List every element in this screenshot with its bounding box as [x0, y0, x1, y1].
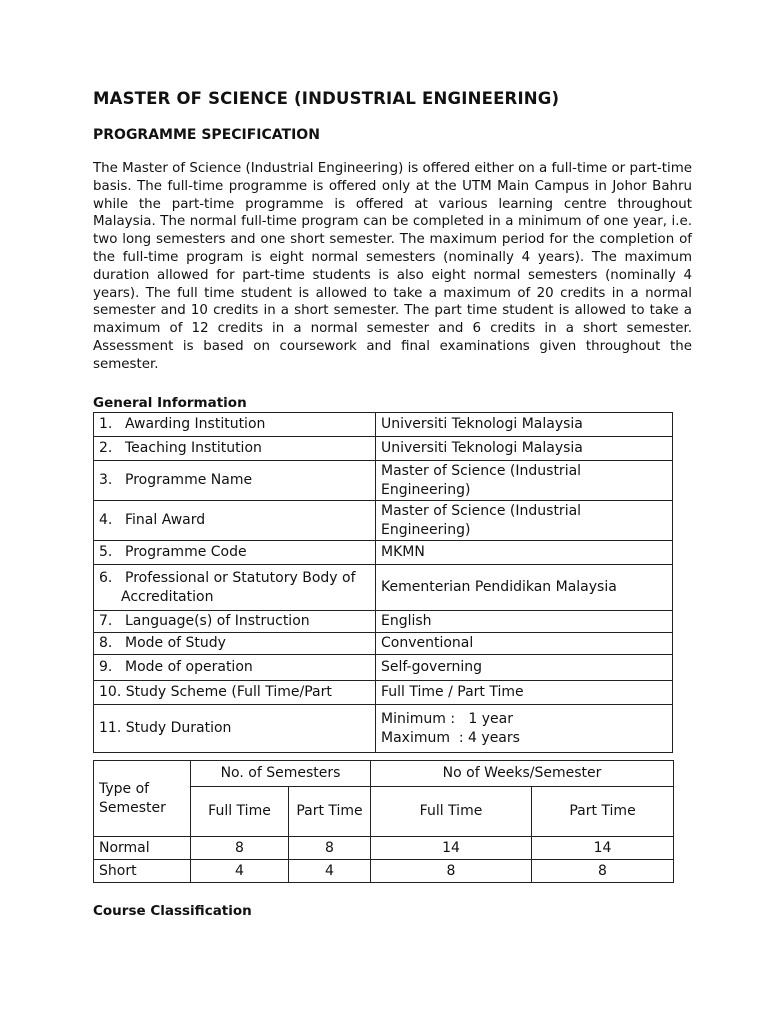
- cell: 8: [289, 837, 371, 860]
- info-value: MKMN: [376, 541, 673, 565]
- cell: 8: [371, 860, 532, 883]
- page-title: MASTER OF SCIENCE (INDUSTRIAL ENGINEERING): [93, 89, 560, 108]
- cell: 8: [532, 860, 674, 883]
- table-row: [94, 633, 673, 655]
- cell: 4: [289, 860, 371, 883]
- part-time-header: Part Time: [532, 787, 674, 837]
- info-value: English: [376, 611, 673, 633]
- no-of-weeks-header: No of Weeks/Semester: [371, 761, 674, 787]
- full-time-header: Full Time: [191, 787, 289, 837]
- table-row: [94, 705, 673, 753]
- info-label: 3. Programme Name: [94, 461, 376, 501]
- table-row: [94, 611, 673, 633]
- info-value: Minimum : 1 year Maximum : 4 years: [376, 705, 673, 753]
- no-of-semesters-header: No. of Semesters: [191, 761, 371, 787]
- cell: 4: [191, 860, 289, 883]
- info-label: 11. Study Duration: [94, 705, 376, 753]
- section-title: PROGRAMME SPECIFICATION: [93, 127, 320, 143]
- cell: 14: [532, 837, 674, 860]
- intro-paragraph: The Master of Science (Industrial Engineering) is offered either on a full-time or part-time basis. The full-time programme is offered only at the UTM Main Campus in Johor Bahru while the part-time programme is offered at various learning centre throughout Malaysia. The normal full-time program can be completed in a minimum of one year, i.e. two long semesters and one short semester. The maximum period for the completion of the full-time program is eight normal semesters (nominally 4 years). The maximum duration allowed for part-time students is also eight normal semesters (nominally 4 years). The full time student is allowed to take a maximum of 20 credits in a normal semester and 10 credits in a short semester. The part time student is allowed to take a maximum of 12 credits in a normal semester and 6 credits in a short semester. Assessment is based on coursework and final examinations given throughout the semester.: [93, 161, 692, 372]
- info-value: Universiti Teknologi Malaysia: [376, 437, 673, 461]
- info-label: 2. Teaching Institution: [94, 437, 376, 461]
- info-label: 6. Professional or Statutory Body of Accreditation: [94, 565, 376, 611]
- semester-type: Short: [94, 860, 191, 883]
- info-label: 4. Final Award: [94, 501, 376, 541]
- info-value: Self-governing: [376, 655, 673, 681]
- general-information-table: [93, 412, 673, 753]
- table-row: [94, 461, 673, 501]
- general-information-heading: General Information: [93, 395, 247, 411]
- info-value: Universiti Teknologi Malaysia: [376, 413, 673, 437]
- table-row: [94, 837, 674, 860]
- table-row: [94, 565, 673, 611]
- table-row: [94, 860, 674, 883]
- semester-table: [93, 760, 674, 883]
- info-value: Kementerian Pendidikan Malaysia: [376, 565, 673, 611]
- info-value: Conventional: [376, 633, 673, 655]
- info-label: 9. Mode of operation: [94, 655, 376, 681]
- info-value: Full Time / Part Time: [376, 681, 673, 705]
- table-row: [94, 541, 673, 565]
- info-value: Master of Science (Industrial Engineering): [376, 501, 673, 541]
- info-value: Master of Science (Industrial Engineering): [376, 461, 673, 501]
- table-row: [94, 437, 673, 461]
- table-row: [94, 761, 674, 787]
- type-of-semester-header: Type of Semester: [94, 761, 191, 837]
- table-row: [94, 413, 673, 437]
- info-label: 7. Language(s) of Instruction: [94, 611, 376, 633]
- table-row: [94, 501, 673, 541]
- table-row: [94, 655, 673, 681]
- cell: 14: [371, 837, 532, 860]
- info-label: 5. Programme Code: [94, 541, 376, 565]
- table-row: [94, 681, 673, 705]
- full-time-header: Full Time: [371, 787, 532, 837]
- part-time-header: Part Time: [289, 787, 371, 837]
- info-label: 10. Study Scheme (Full Time/Part: [94, 681, 376, 705]
- cell: 8: [191, 837, 289, 860]
- semester-type: Normal: [94, 837, 191, 860]
- info-label: 8. Mode of Study: [94, 633, 376, 655]
- info-label: 1. Awarding Institution: [94, 413, 376, 437]
- course-classification-heading: Course Classification: [93, 903, 252, 919]
